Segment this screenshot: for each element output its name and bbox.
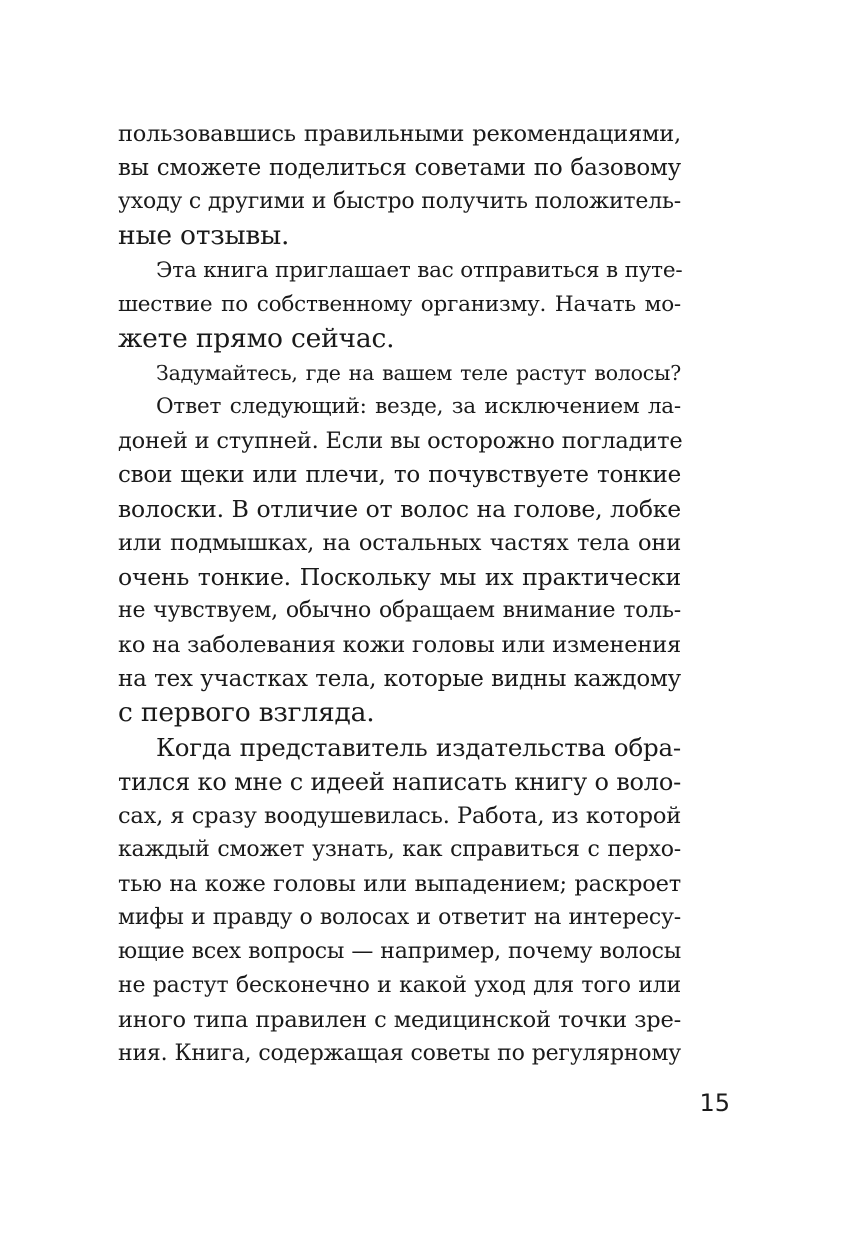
text-line: пользовавшись правильными рекомендациями,: [118, 121, 681, 147]
text-line: мифы и правду о волосах и ответит на интересу-: [118, 905, 681, 930]
text-line: не чувствуем, обычно обращаем внимание толь-: [118, 598, 681, 623]
text-line: жете прямо сейчас.: [118, 323, 395, 354]
paragraph-first-line: Когда представитель издательства обра-: [156, 733, 681, 762]
text-line: доней и ступней. Если вы осторожно погладите: [118, 428, 683, 454]
text-line: ные отзывы.: [118, 220, 290, 251]
text-line: каждый сможет узнать, как справиться с перхо-: [118, 837, 681, 862]
text-line: тился ко мне с идеей написать книгу о воло-: [118, 768, 681, 796]
text-line: не растут бесконечно и какой уход для того или: [118, 973, 681, 998]
text-line: ющие всех вопросы — например, почему волосы: [118, 939, 681, 964]
text-line: на тех участках тела, которые видны каждому: [118, 666, 681, 692]
text-line: вы сможете поделиться советами по базовому: [118, 155, 681, 181]
text-line: волоски. В отличие от волос на голове, лобке: [118, 495, 681, 523]
text-line: тью на коже головы или выпадением; раскроет: [118, 871, 681, 897]
text-line: шествие по собственному организму. Начать мо-: [118, 292, 681, 317]
paragraph-first-line: Эта книга приглашает вас отправиться в путе-: [156, 258, 683, 283]
text-line: уходу с другими и быстро получить положитель-: [118, 189, 681, 214]
text-line: с первого взгляда.: [118, 697, 375, 728]
text-line: очень тонкие. Поскольку мы их практически: [118, 563, 681, 591]
text-line: или подмышках, на остальных частях тела они: [118, 530, 681, 556]
paragraph-first-line: Ответ следующий: везде, за исключением ла-: [156, 394, 681, 419]
text-line: сах, я сразу воодушевилась. Работа, из которой: [118, 803, 681, 829]
page-number: 15: [699, 1089, 730, 1117]
text-line: свои щеки или плечи, то почувствуете тонкие: [118, 462, 681, 488]
text-line: ния. Книга, содержащая советы по регулярному: [118, 1041, 681, 1066]
text-line: иного типа правилен с медицинской точки зре-: [118, 1007, 681, 1033]
paragraph-first-line: Задумайтесь, где на вашем теле растут волосы?: [156, 361, 681, 385]
text-line: ко на заболевания кожи головы или изменения: [118, 632, 681, 658]
